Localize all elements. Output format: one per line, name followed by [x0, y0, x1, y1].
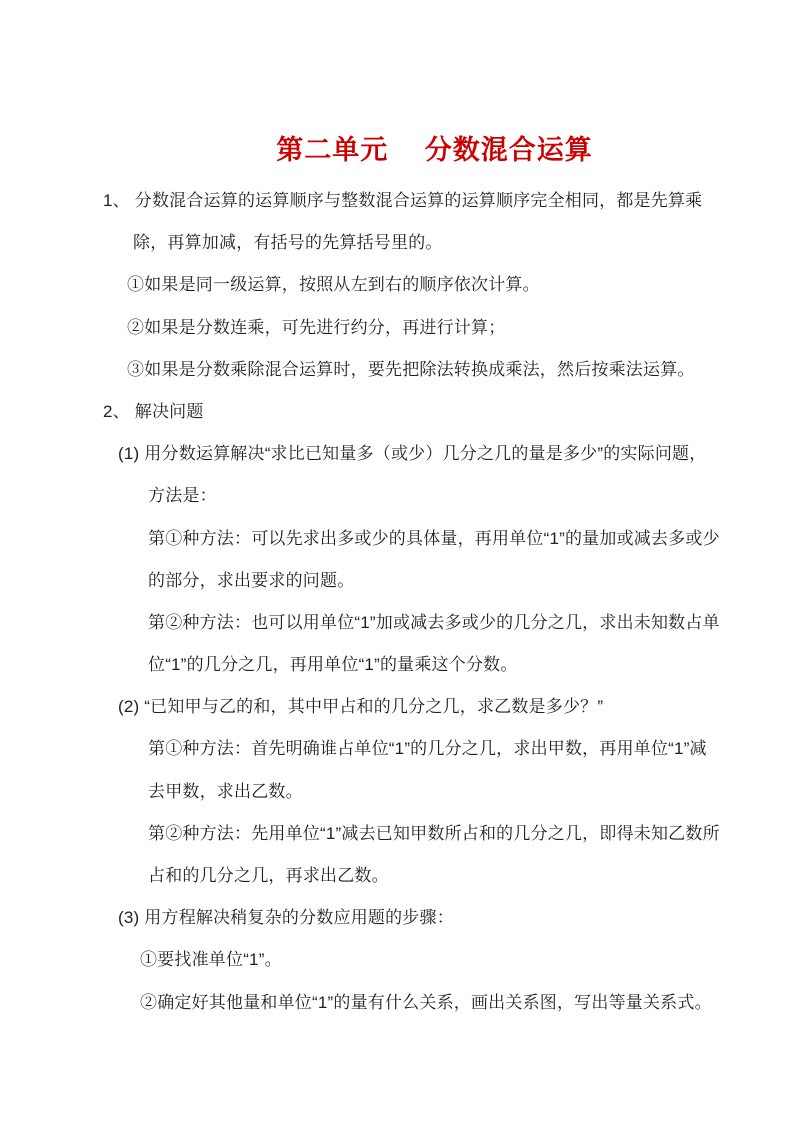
text-line: ③如果是分数乘除混合运算时，要先把除法转换成乘法，然后按乘法运算。 [127, 359, 695, 379]
text-line: 1、 分数混合运算的运算顺序与整数混合运算的运算顺序完全相同，都是先算乘 [103, 191, 703, 210]
text-line: (2) “已知甲与乙的和，其中甲占和的几分之几，求乙数是多少？” [118, 697, 604, 717]
text-line: (1) 用分数运算解决“求比已知量多（或少）几分之几的量是多少”的实际问题， [118, 444, 707, 464]
text-line: 2、 解决问题 [103, 401, 204, 421]
text-line: 位“1”的几分之几，再用单位“1”的量乘这个分数。 [148, 655, 518, 675]
text-line: 方法是： [148, 486, 217, 506]
text-line: 第①种方法：可以先求出多或少的具体量，再用单位“1”的量加或减去多或少 [148, 528, 720, 548]
document-body [0, 180, 793, 1024]
text-line: ②确定好其他量和单位“1”的量有什么关系，画出关系图，写出等量关系式。 [140, 992, 712, 1012]
text-line: ①如果是同一级运算，按照从左到右的顺序依次计算。 [127, 275, 540, 295]
page-title: 第二单元 分数混合运算 [276, 135, 593, 165]
text-line: ①要找准单位“1”。 [140, 950, 282, 970]
text-line: 去甲数，求出乙数。 [148, 781, 303, 801]
text-line: 第②种方法：也可以用单位“1”加或减去多或少的几分之几，求出未知数占单 [148, 612, 720, 632]
text-line: 的部分，求出要求的问题。 [148, 570, 355, 590]
text-line: 第②种方法：先用单位“1”减去已知甲数所占和的几分之几，即得未知乙数所 [148, 823, 720, 843]
text-line: 第①种方法：首先明确谁占单位“1”的几分之几，求出甲数，再用单位“1”减 [148, 739, 707, 759]
text-line: (3) 用方程解决稍复杂的分数应用题的步骤： [118, 908, 454, 928]
text-line: ②如果是分数连乘，可先进行约分，再进行计算； [127, 317, 506, 337]
text-line: 占和的几分之几，再求出乙数。 [148, 866, 389, 885]
text-line: 除，再算加减，有括号的先算括号里的。 [133, 233, 443, 253]
